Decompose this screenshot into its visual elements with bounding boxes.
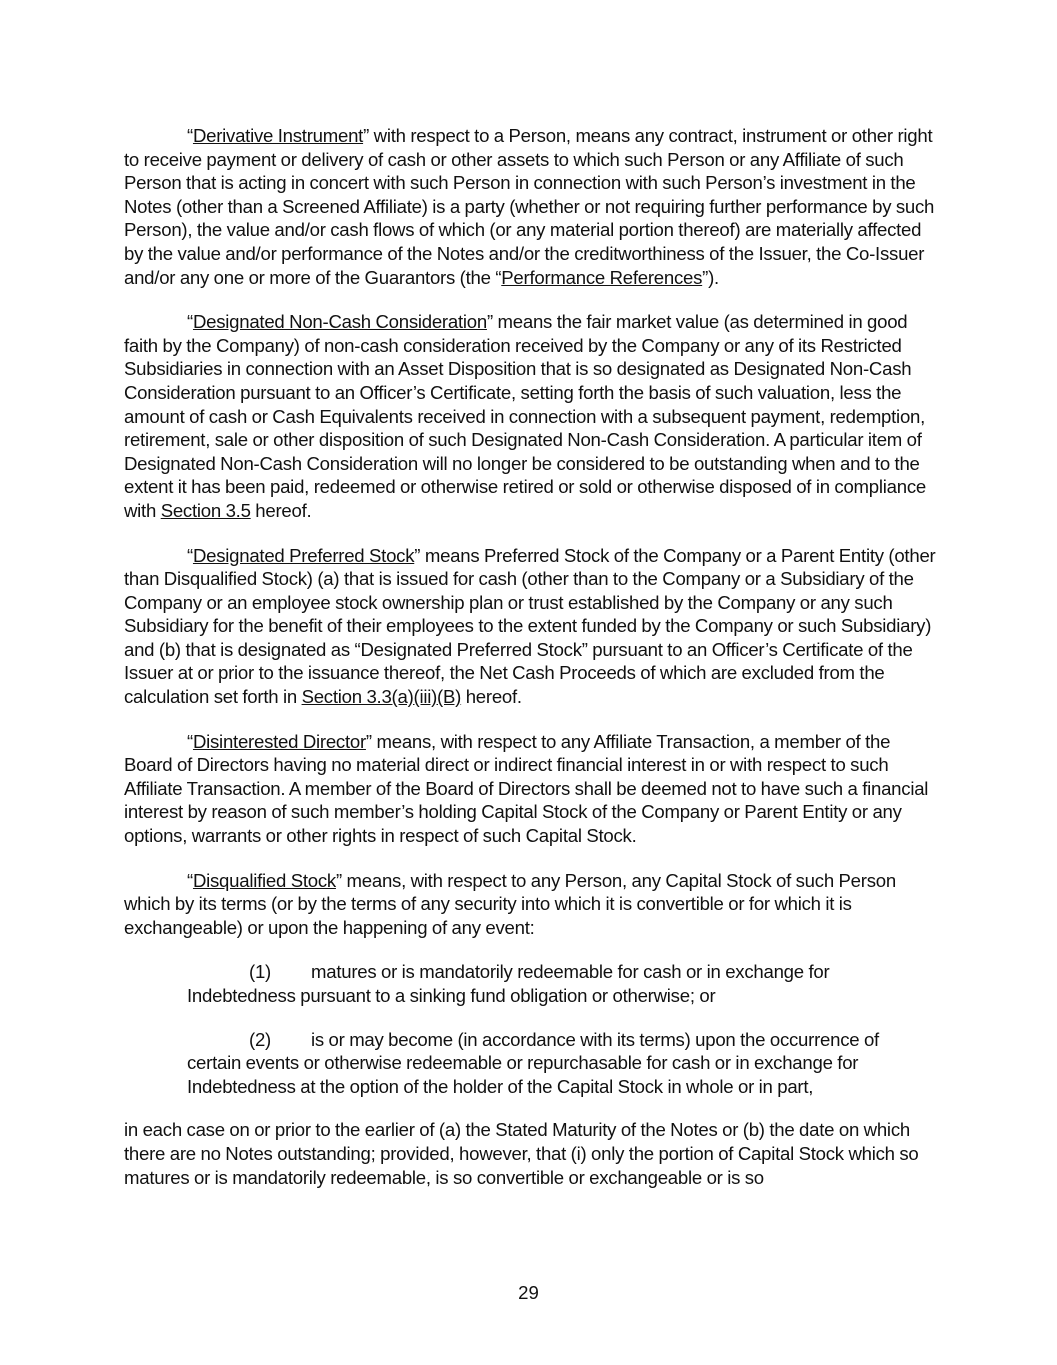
open-quote: “ (187, 544, 193, 566)
section-reference: Section 3.5 (160, 499, 251, 521)
close-quote: ” (365, 730, 372, 752)
open-quote: “ (187, 125, 193, 146)
definition-body: means, with respect to any Person, any Capital Stock of such Person which by its terms (or by the terms of any security into which it is convertible or for which it is exchangeable) or upon the happening of any event: (124, 869, 896, 938)
clause-text: is or may become (in accordance with its terms) upon the occurrence of certain events or otherwise redeemable or repurchasable for cash or in exchange for Indebtedness at the option of the holder of the Capital Stock in whole or in part, (187, 1028, 879, 1097)
open-quote: “ (187, 730, 193, 752)
defined-term-inner: Performance References (501, 266, 703, 288)
defined-term: Derivative Instrument (192, 125, 364, 146)
definition-designated-preferred-stock (124, 544, 936, 709)
definition-body: with respect to a Person, means any contract, instrument or other right to receive payment or delivery of cash or other assets to which such Person or any Affiliate of such Person that is acting in concert with such Person in connection with such Person’s investment in the Notes (other than a Screened Affiliate) is a party (whether or not requiring further performance by such Person), the value and/or cash flows of which (or any material portion thereof) are materially affected by the value and/or performance of the Notes and/or the creditworthiness of the Issuer, the Co-Issuer and/or any one or more of the Guarantors (the “ (124, 125, 935, 288)
page-number: 29 (518, 1282, 539, 1303)
continuation-paragraph: in each case on or prior to the earlier of (a) the Stated Maturity of the Notes or (b) the date on which there are no Notes outstanding; provided, however, that (i) only the portion of Capital Stock which so matures or is mandatorily redeemable, is so convertible or exchangeable or is so (124, 1119, 919, 1188)
clause-1 (187, 960, 936, 1007)
clause-number: (1) (249, 961, 271, 983)
defined-term: Designated Non-Cash Consideration (192, 311, 487, 333)
definition-body: means, with respect to any Affiliate Transaction, a member of the Board of Directors having no material direct or indirect financial interest in or with respect to such Affiliate Transaction. A member of the Board of Directors shall be deemed not to have such a financial interest by reason of such member’s holding Capital Stock of the Company or Parent Entity or any options, warrants or other rights in respect of such Capital Stock. (124, 730, 929, 847)
open-quote: “ (187, 311, 193, 333)
close-quote: ” (335, 869, 342, 891)
clause-number: (2) (249, 1028, 271, 1050)
definition-tail: hereof. (250, 499, 312, 521)
definition-disinterested-director (124, 730, 936, 848)
definition-body: means the fair market value (as determined in good faith by the Company) of non-cash consideration received by the Company or any of its Restricted Subsidiaries in connection with an Asset Disposition that is so designated as Designated Non-Cash Consideration pursuant to an Officer’s Certificate, setting forth the basis of such valuation, less the amount of cash or Cash Equivalents received in connection with a subsequent payment, redemption, retirement, sale or other disposition of such Designated Non-Cash Consideration. A particular item of Designated Non-Cash Consideration will no longer be considered to be outstanding when and to the extent it has been paid, redeemed or otherwise retired or sold or otherwise disposed of in compliance with (124, 311, 926, 521)
close-quote: ” (486, 311, 493, 333)
clause-text: matures or is mandatorily redeemable for cash or in exchange for Indebtedness pursuant to a sinking fund obligation or otherwise; or (187, 961, 830, 1006)
definition-body: means Preferred Stock of the Company or a Parent Entity (other than Disqualified Stock) (a) that is issued for cash (other than to the Company or a Subsidiary of the Company or an employee stock ownership plan or trust established by the Company or any such Subsidiary for the benefit of their employees to the extent funded by the Company or such Subsidiary) and (b) that is designated as “Designated Preferred Stock” pursuant to an Officer’s Certificate of the Issuer at or prior to the issuance thereof, the Net Cash Proceeds of which are excluded from the calculation set forth in (124, 544, 936, 708)
definition-tail: ”). (702, 266, 719, 288)
close-quote: ” (363, 125, 370, 146)
definition-designated-non-cash-consideration (124, 310, 936, 522)
definition-tail: hereof. (461, 686, 522, 708)
clause-2 (187, 1028, 936, 1099)
document-page (124, 124, 936, 1189)
definition-disqualified-stock (124, 869, 936, 940)
defined-term: Disqualified Stock (192, 869, 336, 891)
open-quote: “ (187, 869, 193, 891)
close-quote: ” (414, 544, 421, 566)
defined-term: Disinterested Director (192, 730, 366, 752)
defined-term: Designated Preferred Stock (192, 544, 415, 566)
section-reference: Section 3.3(a)(iii)(B) (301, 686, 462, 708)
definition-derivative-instrument (124, 124, 936, 289)
